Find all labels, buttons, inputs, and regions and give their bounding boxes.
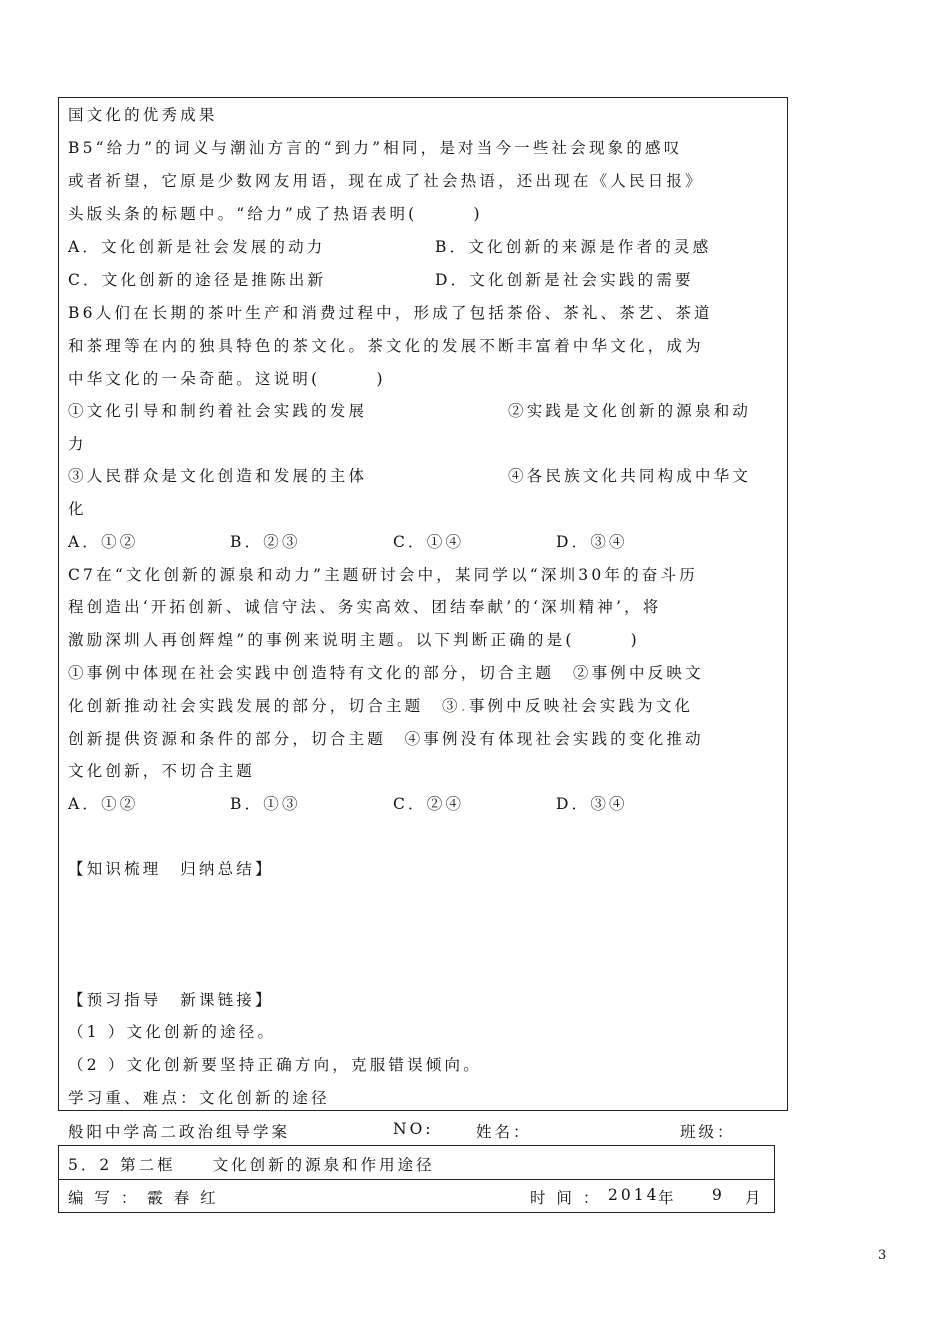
- preview-item-1: （1 ）文化创新的途径。: [68, 1023, 277, 1041]
- text-line: 化: [68, 500, 87, 518]
- text-line: 程创造出‘开拓创新、诚信守法、务实高效、团结奉献’的‘深圳精神’，将: [68, 598, 662, 616]
- year: 2014: [608, 1186, 660, 1204]
- time-label: 时 间 ：: [530, 1189, 602, 1207]
- section-heading-preview: 【预习指导 新课链接】: [68, 991, 274, 1009]
- text-line: 或者祈望，它原是少数网友用语，现在成了社会热语，还出现在《人民日报》: [68, 172, 704, 190]
- q6-option-a: A．①②: [68, 533, 139, 551]
- class-label: 班级：: [680, 1123, 736, 1141]
- text-line: [68, 696, 693, 716]
- section-heading-summary: 【知识梳理 归纳总结】: [68, 860, 274, 878]
- school-title: 般阳中学高二政治组导学案: [68, 1123, 291, 1141]
- text-line: 中华文化的一朵奇葩。这说明( ): [68, 370, 386, 388]
- q7-option-d: D．③④: [556, 795, 628, 813]
- statement-2: ②实践是文化创新的源泉和动: [508, 402, 752, 420]
- lesson-title: 5．2 第二框 文化创新的源泉和作用途径: [68, 1156, 435, 1174]
- q6-option-d: D．③④: [556, 533, 628, 551]
- statement-1: ①文化引导和制约着社会实践的发展: [68, 402, 368, 420]
- text-line: 激励深圳人再创辉煌”的事例来说明主题。以下判断正确的是( ): [68, 631, 640, 649]
- q6-option-c: C．①④: [393, 533, 465, 551]
- text-line: 头版头条的标题中。“给力”成了热语表明( ): [68, 205, 483, 223]
- question-b5: B5“给力”的词义与潮汕方言的“到力”相同，是对当今一些社会现象的感叹: [68, 139, 683, 157]
- statement-4: ④各民族文化共同构成中华文: [508, 467, 752, 485]
- text-line: 创新提供资源和条件的部分，切合主题 ④事例没有体现社会实践的变化推动: [68, 730, 704, 748]
- author: 编 写 ： 霰 春 红: [68, 1189, 219, 1207]
- month-unit: 月: [745, 1189, 764, 1207]
- stray-dot: .: [460, 697, 469, 715]
- text-line: 文化创新，不切合主题: [68, 762, 256, 780]
- option-d: D．文化创新是社会实践的需要: [435, 271, 694, 289]
- text-line: ①事例中体现在社会实践中创造特有文化的部分，切合主题 ②事例中反映文: [68, 664, 704, 682]
- statement-3: ③人民群众是文化创造和发展的主体: [68, 467, 368, 485]
- text-line: 国文化的优秀成果: [68, 106, 218, 124]
- table-divider: [59, 1179, 774, 1180]
- page-number: 3: [878, 1248, 887, 1263]
- text-line: 力: [68, 435, 87, 453]
- text-segment: 事例中反映社会实践为文化: [468, 697, 694, 715]
- option-c: C．文化创新的途径是推陈出新: [68, 271, 327, 289]
- no-label: NO:: [393, 1120, 434, 1138]
- preview-item-2: （2 ）文化创新要坚持正确方向，克服错误倾向。: [68, 1056, 482, 1074]
- question-c7: C7在“文化创新的源泉和动力”主题研讨会中，某同学以“深圳30年的奋斗历: [68, 566, 698, 584]
- q7-option-a: A．①②: [68, 795, 139, 813]
- q6-option-b: B．②③: [230, 533, 301, 551]
- q7-option-c: C．②④: [393, 795, 465, 813]
- year-unit: 年: [658, 1189, 677, 1207]
- question-b6: B6人们在长期的茶叶生产和消费过程中，形成了包括茶俗、茶礼、茶艺、茶道: [68, 304, 713, 322]
- text-line: 和茶理等在内的独具特色的茶文化。茶文化的发展不断丰富着中华文化，成为: [68, 337, 704, 355]
- text-segment: 化创新推动社会实践发展的部分，切合主题 ③: [68, 697, 461, 715]
- month: 9: [712, 1186, 725, 1204]
- option-a: A．文化创新是社会发展的动力: [68, 238, 326, 256]
- option-b: B．文化创新的来源是作者的灵感: [435, 238, 712, 256]
- key-points: 学习重、难点：文化创新的途径: [68, 1089, 330, 1107]
- name-label: 姓名：: [476, 1123, 532, 1141]
- q7-option-b: B．①③: [230, 795, 301, 813]
